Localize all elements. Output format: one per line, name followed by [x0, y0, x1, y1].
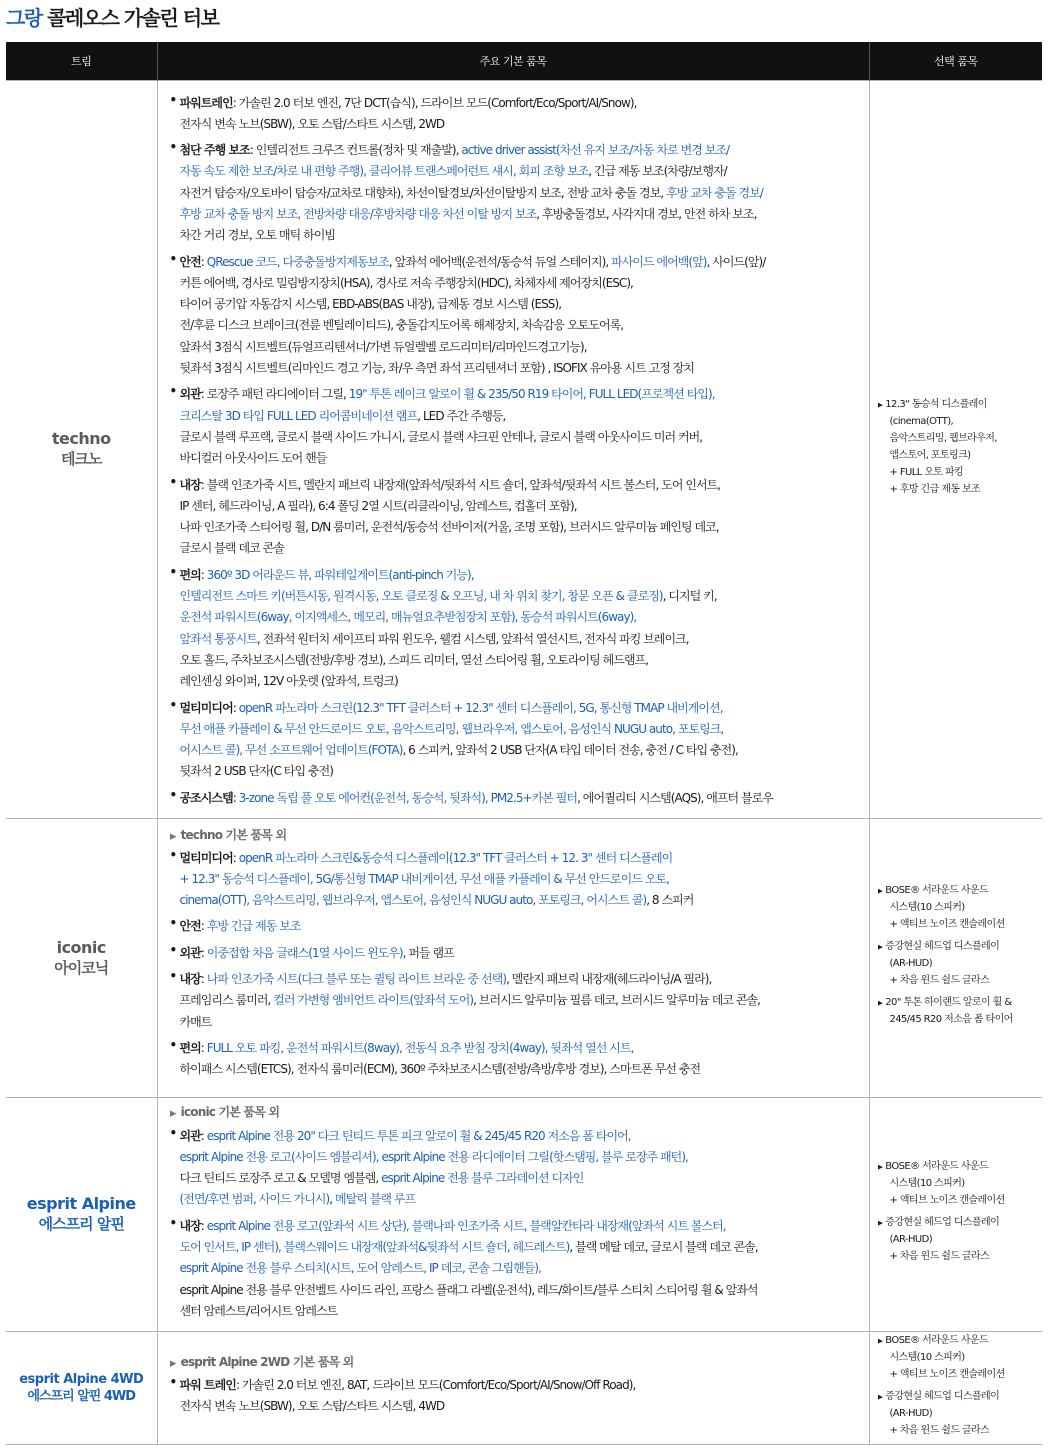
feature-text-highlight: 파사이드 에어백(앞): [611, 254, 707, 269]
feature-text: :: [200, 567, 207, 582]
bullet-icon: •: [169, 697, 177, 712]
feature-text: :: [200, 1040, 207, 1055]
feature-text: : 인텔리전트 크루즈 컨트롤(정차 및 재출발),: [249, 143, 462, 158]
feature-label: 편의: [179, 1040, 201, 1055]
feature-line: [180, 1280, 869, 1301]
feature-text-highlight: 메탈릭 블랙 루프: [334, 1192, 416, 1207]
feature-text: , 에어퀄리티 시스템(AQS), 애프터 블로우: [577, 790, 773, 805]
option-addon: + 액티브 노이즈 캔슬레이션: [889, 1368, 1005, 1380]
feature-line: [180, 788, 869, 809]
feature-label: 파워트레인: [179, 95, 233, 110]
feature-line: [180, 517, 869, 538]
feature-text: 오토 홀드, 주차보조시스템(전방/후방 경보), 스피드 리미터, 열선 스티어링 휠, 오토라이팅 헤드램프,: [179, 652, 649, 667]
option-detail: (AR-HUD): [889, 1407, 933, 1419]
bullet-icon: •: [169, 1374, 177, 1389]
feature-text: 뒷좌석 2 USB 단자(C 타입 충전): [179, 764, 333, 779]
feature-label: 편의: [179, 567, 201, 582]
feature-text: : 가솔린 2.0 터보 엔진, 8AT, 드라이브 모드(Comfort/Eco/Sport/AI/Snow/Off Road),: [235, 1377, 636, 1392]
feature-line: [180, 629, 869, 650]
feature-text-highlight: FULL 오토 파킹, 운전석 파워시트(8way), 전동식 요추 받침 장치(4way), 뒷좌석 열선 시트,: [206, 1040, 634, 1055]
trim-row-techno: [6, 80, 1042, 818]
feature-text: , 6 스피커, 앞좌석 2 USB 단자(A 타입 데이터 전송, 충전 / C 타입 충전),: [402, 743, 738, 758]
option-head-text: 12.3" 동승석 디스플레이: [885, 398, 987, 410]
feature-text-highlight: openR 파노라마 스크린(12.3" TFT 클러스터 + 12.3" 센터 디스플레이, 5G, 통신형 TMAP 내비게이션,: [238, 700, 723, 715]
basic-items-cell: [157, 1097, 869, 1331]
feature-text: 앞좌석 3점식 시트벨트(듀얼프리텐셔너/가변 듀얼렐벨 로드리미터/리마인드경고기능),: [179, 339, 587, 354]
feature-item: [168, 916, 869, 937]
feature-label: 내장: [179, 971, 201, 986]
feature-line: [180, 140, 869, 161]
option-cell: [869, 818, 1042, 1097]
feature-line: [180, 1396, 869, 1417]
feature-line: [180, 969, 869, 990]
feature-label: 멀티미디어: [179, 700, 233, 715]
feature-line: [180, 565, 869, 586]
feature-text-highlight: 자동 속도 제한 보조/차로 내 편향 주행), 클리어뷰 트랜스페어런트 섀시, 회피 조향 보조: [179, 164, 589, 179]
feature-text-highlight: 어시스트 콜), 무선 소프트웨어 업데이트(FOTA): [179, 743, 403, 758]
bullet-icon: •: [169, 1037, 177, 1052]
feature-line: [180, 225, 869, 246]
triangle-right-icon: ▶: [877, 400, 883, 409]
bullet-icon: •: [169, 847, 177, 862]
page-title: [6, 2, 218, 32]
table-header-row: [6, 42, 1042, 80]
feature-text-highlight: 도어 인서트, IP 센터), 블랙스웨이드 내장재(앞좌석&뒷좌석 시트 숄더, 헤드레스트): [179, 1239, 570, 1254]
feature-item: [168, 475, 869, 560]
feature-line: [180, 1038, 869, 1059]
bullet-icon: •: [169, 474, 177, 489]
feature-item: [168, 384, 869, 469]
trim-cell: [6, 1097, 157, 1331]
triangle-right-icon: ▶: [169, 1358, 176, 1369]
feature-text: 카매트: [179, 1014, 212, 1029]
feature-text: :: [232, 700, 239, 715]
feature-text-highlight: esprit Alpine 전용 블루 그라데이션 디자인: [381, 1171, 584, 1186]
feature-text-highlight: 크리스탈 3D 타입 FULL LED 리어콤비네이션 램프: [179, 408, 418, 423]
feature-line: [180, 448, 869, 469]
trim-name-en: techno: [51, 429, 111, 448]
feature-text-highlight: 운전석 파워시트(6way, 이지액세스, 메모리, 매뉴얼요추받침장치 포함), 동승석 파워시트(6way),: [179, 610, 637, 625]
option-head: [878, 994, 1039, 1011]
option-head: [878, 1158, 1039, 1175]
feature-line: [180, 1059, 869, 1080]
feature-text-highlight: 360º 3D 어라운드 뷰, 파워테일게이트(anti-pinch 기능),: [206, 567, 474, 582]
feature-text-highlight: esprit Alpine 전용 20" 다크 틴티드 투톤 피크 알로이 휠 & 245/45 R20 저소음 폼 타이어,: [206, 1128, 631, 1143]
feature-text-highlight: active driver assist(차선 유지 보조/자동 차로 변경 보조/: [461, 143, 730, 158]
trim-cell: [6, 80, 157, 818]
feature-text: 자전거 탑승자/오토바이 탑승자/교차로 대향차), 차선이탈경보/차선이탈방지 보조, 전방 교차 충돌 경보,: [179, 185, 667, 200]
feature-text: , 후방충돌경보, 사각지대 경보, 안전 하차 보조,: [536, 206, 757, 221]
feature-line: [180, 384, 869, 405]
option-head-text: 증강현실 헤드업 디스플레이: [885, 1390, 1000, 1402]
option-head-text: 증강현실 헤드업 디스플레이: [885, 1217, 1000, 1228]
base-reference-text: techno 기본 품목 외: [180, 827, 287, 842]
feature-text: , 디지털 키,: [662, 589, 717, 604]
option-head: [878, 938, 1039, 955]
feature-text: :: [232, 790, 239, 805]
bullet-icon: •: [169, 942, 177, 957]
feature-label: 외관: [179, 1128, 201, 1143]
feature-label: 외관: [179, 387, 201, 402]
feature-line: [180, 990, 869, 1011]
feature-text-highlight: 3-zone 독립 풀 오토 에어컨(운전석, 동승석, 뒷좌석), PM2.5+카본 필터: [238, 790, 578, 805]
option-head: [878, 1388, 1039, 1405]
feature-text: 전자식 변속 노브(SBW), 오토 스탑/스타트 시스템, 2WD: [179, 116, 445, 131]
feature-text: : 가솔린 2.0 터보 엔진, 7단 DCT(습식), 드라이브 모드(Comfort/Eco/Sport/AI/Snow),: [232, 95, 637, 110]
feature-text: :: [200, 971, 207, 986]
triangle-right-icon: ▶: [169, 1108, 176, 1119]
trim-name-ko: 에스프리 알핀 4WD: [27, 1388, 136, 1404]
feature-text: ,: [329, 1192, 335, 1207]
feature-text: 바디컬러 아웃사이드 도어 핸들: [179, 451, 327, 466]
feature-label: 멀티미디어: [179, 850, 233, 865]
bullet-icon: •: [169, 916, 177, 931]
option-head-text: BOSE® 서라운드 사운드: [885, 885, 989, 896]
feature-text-highlight: cinema(OTT), 음악스트리밍, 웹브라우저, 앱스토어, 음성인식 NUGU auto, 포토링크, 어시스트 콜): [179, 893, 647, 908]
feature-text-highlight: 후방 긴급 제동 보조: [206, 919, 301, 934]
feature-line: [180, 496, 869, 517]
bullet-icon: •: [169, 564, 177, 579]
option-head-text: 20" 투톤 하이랜드 알로이 휠 &: [885, 997, 1012, 1008]
feature-label: 공조시스템: [179, 790, 233, 805]
header-basic: 주요 기본 품목: [157, 42, 869, 80]
feature-line: [180, 719, 869, 740]
option-addon: + 차음 윈드 쉴드 글라스: [889, 1424, 990, 1436]
option-group: [878, 1388, 1039, 1439]
feature-text: : 블랙 인조가죽 시트, 멜란지 패브릭 내장재(앞좌석/뒷좌석 시트 숄더, 앞좌석/뒷좌석 시트 볼스터, 도어 인서트,: [200, 477, 721, 492]
feature-text: , 8 스피커: [646, 893, 694, 908]
option-cell: [869, 1331, 1042, 1444]
triangle-right-icon: ▶: [877, 1219, 883, 1227]
feature-text: , 전좌석 원터치 세이프티 파워 윈도우, 웰컴 시스템, 앞좌석 열선시트, 전자식 파킹 브레이크,: [256, 631, 689, 646]
option-group: [878, 882, 1039, 933]
feature-text: 글로시 블랙 루프랙, 글로시 블랙 사이드 가니시, 글로시 블랙 샤크핀 안테나, 글로시 블랙 아웃사이드 미러 커버,: [179, 429, 703, 444]
feature-text: , LED 주간 주행등,: [417, 408, 506, 423]
feature-label: 내장: [179, 1218, 201, 1233]
trim-name-en: esprit Alpine: [26, 1194, 136, 1213]
feature-text-highlight: esprit Alpine 전용 로고(사이드 엠블리셔), esprit Alpine 전용 라디에이터 그릴(핫스탬핑, 블루 로장주 패턴),: [179, 1149, 688, 1164]
feature-line: [180, 294, 869, 315]
header-trim: 트림: [6, 42, 157, 80]
feature-text: IP 센터, 헤드라이닝, A 필라), 6:4 폴딩 2열 시트(리클라이닝, 암레스트, 컵홀더 포함),: [179, 498, 577, 513]
feature-line: [180, 1126, 869, 1147]
feature-text-highlight: 나파 인조가죽 시트(다크 블루 또는 퀼팅 라이트 브라운 중 선택): [206, 971, 507, 986]
option-detail: (AR-HUD): [889, 1234, 933, 1245]
feature-line: [180, 1189, 869, 1210]
bullet-icon: •: [169, 92, 177, 107]
feature-text: , 퍼들 램프: [402, 945, 454, 960]
feature-text: 나파 인조가죽 스티어링 휠, D/N 룸미러, 운전석/동승석 선바이저(거울, 조명 포함), 브러시드 알루미늄 페인팅 데코,: [179, 520, 719, 535]
feature-text: 전/후륜 디스크 브레이크(전륜 벤틸레이티드), 충돌감지도어록 해제장치, 차속감응 오토도어록,: [179, 318, 624, 333]
option-detail: 시스템(10 스피커): [889, 1351, 965, 1363]
option-head-text: 증강현실 헤드업 디스플레이: [885, 941, 1000, 952]
bullet-icon: •: [169, 968, 177, 983]
feature-line: [180, 740, 869, 761]
feature-line: [180, 916, 869, 937]
option-addon: + FULL 오토 파킹: [889, 466, 964, 478]
feature-line: [180, 848, 869, 869]
bullet-icon: •: [169, 384, 177, 399]
option-head-text: BOSE® 서라운드 사운드: [885, 1334, 989, 1346]
feature-line: [180, 93, 869, 114]
feature-text: 타이어 공기압 자동감지 시스템, EBD-ABS(BAS 내장), 급제동 경보 시스템 (ESS),: [179, 297, 562, 312]
feature-line: [180, 586, 869, 607]
feature-item: [168, 1216, 869, 1322]
feature-text: 하이패스 시스템(ETCS), 전자식 룸미러(ECM), 360º 주차보조시스템(전방/측방/후방 경보), 스마트폰 무선 충전: [179, 1062, 701, 1077]
feature-item: [168, 943, 869, 964]
feature-text: , 멜란지 패브릭 내장재(헤드라이닝/A 필라),: [506, 971, 712, 986]
basic-items-cell: [157, 818, 869, 1097]
feature-text-highlight: 후방 교차 충돌 경보/: [666, 185, 763, 200]
feature-text-highlight: 이중접합 차음 글래스(1열 사이드 윈도우): [206, 945, 403, 960]
feature-text: 프레임리스 룸미러,: [179, 993, 274, 1008]
feature-text-highlight: openR 파노라마 스크린&동승석 디스플레이(12.3" TFT 클러스터 + 12. 3" 센터 디스플레이: [238, 850, 673, 865]
feature-line: [180, 1147, 869, 1168]
feature-line: [180, 1168, 869, 1189]
bullet-icon: •: [169, 140, 177, 155]
feature-text: 커튼 에어백, 경사로 밀림방지장치(HSA), 경사로 저속 주행장치(HDC), 차체자세 제어장치(ESC),: [179, 275, 633, 290]
feature-line: [180, 698, 869, 719]
title-highlight: 그랑: [6, 6, 42, 30]
feature-text-highlight: 후방 교차 충돌 방지 보조, 전방차량 대응/후방차량 대응 차선 이탈 방지 보조: [179, 206, 537, 221]
feature-line: [180, 406, 869, 427]
feature-text-highlight: (전면/후면 범퍼, 사이드 가니시): [179, 1192, 330, 1207]
feature-label: 첨단 주행 보조: [179, 143, 250, 158]
feature-text-highlight: + 12.3" 동승석 디스플레이, 5G/통신형 TMAP 내비게이션, 무선 애플 카플레이 & 무선 안드로이드 오토,: [179, 871, 669, 886]
feature-text-highlight: 컬러 가변형 앰비언트 라이트(앞좌석 도어): [273, 993, 474, 1008]
option-group: [878, 1332, 1039, 1383]
feature-text: 전자식 변속 노브(SBW), 오토 스탑/스타트 시스템, 4WD: [179, 1398, 445, 1413]
feature-label: 외관: [179, 945, 201, 960]
feature-line: [180, 475, 869, 496]
feature-line: [180, 161, 869, 182]
feature-item: [168, 698, 869, 783]
feature-text: 다크 틴티드 로장주 로고 & 모델명 엠블렘,: [179, 1171, 382, 1186]
feature-label: 안전: [179, 254, 201, 269]
base-reference-text: esprit Alpine 2WD 기본 품목 외: [180, 1354, 354, 1369]
feature-text: 뒷좌석 3점식 시트벨트(리마인드 경고 기능, 좌/우 측면 좌석 프리텐셔너 포함) , ISOFIX 유아용 시트 고정 장치: [179, 361, 695, 376]
feature-line: [180, 1375, 869, 1396]
feature-line: [180, 1012, 869, 1033]
option-group: [878, 396, 1039, 498]
feature-text-highlight: 19" 투톤 레이크 알로이 휠 & 235/50 R19 타이어, FULL LED(프로젝션 타입),: [348, 387, 715, 402]
bullet-icon: •: [169, 1125, 177, 1140]
trim-name-ko: 테크노: [61, 450, 102, 468]
trim-name-en: iconic: [56, 937, 106, 957]
option-group: [878, 938, 1039, 989]
option-detail: 음악스트리밍, 웹브라우저,: [889, 432, 997, 444]
bullet-icon: •: [169, 1215, 177, 1230]
trim-name-ko: 에스프리 알핀: [38, 1215, 124, 1233]
option-detail: (cinema(OTT),: [889, 415, 954, 427]
trim-row-iconic: [6, 818, 1042, 1097]
basic-items-cell: [157, 80, 869, 818]
option-cell: [869, 80, 1042, 818]
feature-text: :: [200, 1128, 207, 1143]
triangle-right-icon: ▶: [877, 1392, 883, 1401]
feature-item: [168, 565, 869, 693]
base-reference: [170, 827, 869, 843]
option-detail: 시스템(10 스피커): [889, 1178, 965, 1189]
feature-text: :: [200, 945, 207, 960]
feature-line: [180, 1301, 869, 1322]
feature-text: 센터 암레스트/리어시트 암레스트: [179, 1303, 338, 1318]
feature-line: [180, 607, 869, 628]
feature-label: 내장: [179, 477, 201, 492]
feature-item: [168, 140, 869, 246]
feature-line: [180, 337, 869, 358]
option-addon: + 후방 긴급 제동 보조: [889, 483, 981, 495]
triangle-right-icon: ▶: [877, 999, 883, 1007]
feature-item: [168, 1126, 869, 1211]
spec-table: [6, 42, 1042, 1445]
feature-line: [180, 358, 869, 379]
feature-line: [180, 1216, 869, 1237]
triangle-right-icon: ▶: [877, 943, 883, 951]
feature-text-highlight: 앞좌석 통풍시트: [179, 631, 257, 646]
feature-item: [168, 252, 869, 380]
triangle-right-icon: ▶: [877, 887, 883, 895]
option-group: [878, 1214, 1039, 1265]
feature-item: [168, 969, 869, 1033]
option-cell: [869, 1097, 1042, 1331]
feature-item: [168, 93, 869, 136]
feature-text-highlight: esprit Alpine 전용 블루 스티치(시트, 도어 암레스트, IP 데코, 콘솔 그립핸들),: [179, 1261, 542, 1276]
feature-item: [168, 848, 869, 912]
feature-item: [168, 1375, 869, 1418]
trim-name-en: esprit Alpine 4WD: [19, 1371, 144, 1387]
option-addon: + 액티브 노이즈 캔슬레이션: [889, 919, 1005, 930]
feature-text: :: [232, 850, 239, 865]
feature-line: [180, 183, 869, 204]
feature-text: , 브러시드 알루미늄 필름 데코, 브러시드 알루미늄 데코 콘솔,: [473, 993, 760, 1008]
base-reference-text: iconic 기본 품목 외: [180, 1104, 280, 1119]
trim-name-ko: 아이코닉: [54, 958, 109, 977]
feature-text: , 블랙 메탈 데코, 글로시 블랙 데코 콘솔,: [569, 1239, 758, 1254]
feature-text-highlight: esprit Alpine 전용 로고(앞좌석 시트 상단), 블랙나파 인조가죽 시트, 블랙알칸타라 내장재(앞좌석 시트 볼스터,: [206, 1218, 726, 1233]
header-option: 선택 품목: [869, 42, 1042, 80]
title-rest: 콜레오스 가솔린 터보: [47, 6, 219, 30]
option-group: [878, 1158, 1039, 1209]
base-reference: [170, 1354, 869, 1370]
feature-text: 레인센싱 와이퍼, 12V 아웃렛 (앞좌석, 트렁크): [179, 674, 398, 689]
feature-text: 글로시 블랙 데코 콘솔: [179, 541, 284, 556]
option-head: [878, 1214, 1039, 1231]
feature-line: [180, 650, 869, 671]
feature-line: [180, 1237, 869, 1258]
option-detail: 245/45 R20 저소음 폼 타이어: [889, 1014, 1013, 1025]
feature-line: [180, 204, 869, 225]
option-addon: + 액티브 노이즈 캔슬레이션: [889, 1195, 1005, 1206]
trim-row-esprit-alpine-4wd: [6, 1331, 1042, 1444]
feature-text: esprit Alpine 전용 블루 안전벨트 사이드 라인, 프랑스 플래그 라벨(운전석), 레드/화이트/블루 스티치 스티어링 휠 & 앞좌석: [179, 1282, 758, 1297]
feature-line: [180, 1258, 869, 1279]
feature-text: :: [200, 1218, 207, 1233]
feature-item: [168, 1038, 869, 1081]
option-group: [878, 994, 1039, 1028]
trim-cell: [6, 1331, 157, 1444]
triangle-right-icon: ▶: [169, 831, 176, 842]
option-addon: + 차음 윈드 쉴드 글라스: [889, 975, 990, 986]
feature-label: 안전: [179, 919, 201, 934]
feature-text: :: [200, 254, 207, 269]
bullet-icon: •: [169, 787, 177, 802]
option-addon: + 차음 윈드 쉴드 글라스: [889, 1251, 990, 1262]
trim-cell: [6, 818, 157, 1097]
feature-line: [180, 427, 869, 448]
feature-text: , 긴급 제동 보조(차량/보행자/: [588, 164, 727, 179]
option-head: [878, 1332, 1039, 1349]
feature-text: 차간 거리 경보, 오토 매틱 하이빔: [179, 228, 336, 243]
base-reference: [170, 1104, 869, 1120]
feature-text-highlight: QRescue 코드, 다중충돌방지제동보조: [206, 254, 389, 269]
bullet-icon: •: [169, 251, 177, 266]
option-head-text: BOSE® 서라운드 사운드: [885, 1161, 989, 1172]
feature-text-highlight: 인텔리전트 스마트 키(버튼시동, 원격시동, 오토 클로징 & 오프닝, 내 차 위치 찾기, 창문 오픈 & 클로징): [179, 589, 663, 604]
feature-line: [180, 671, 869, 692]
feature-line: [180, 943, 869, 964]
feature-text-highlight: 무선 애플 카플레이 & 무선 안드로이드 오토, 음악스트리밍, 웹브라우저, 앱스토어, 음성인식 NUGU auto, 포토링크,: [179, 721, 724, 736]
feature-text: , 앞좌석 에어백(운전석/동승석 듀얼 스테이지),: [388, 254, 612, 269]
option-head: [878, 396, 1039, 413]
option-detail: 시스템(10 스피커): [889, 902, 965, 913]
option-detail: (AR-HUD): [889, 958, 933, 969]
feature-line: [180, 315, 869, 336]
option-detail: 앱스토어, 포토링크): [889, 449, 971, 461]
feature-line: [180, 761, 869, 782]
feature-text: , 사이드(앞)/: [706, 254, 766, 269]
feature-line: [180, 114, 869, 135]
trim-row-esprit-alpine: [6, 1097, 1042, 1331]
feature-line: [180, 273, 869, 294]
feature-line: [180, 252, 869, 273]
feature-label: 파워 트레인: [179, 1377, 236, 1392]
basic-items-cell: [157, 1331, 869, 1444]
option-head: [878, 882, 1039, 899]
feature-text: :: [200, 919, 207, 934]
feature-item: [168, 788, 869, 809]
triangle-right-icon: ▶: [877, 1163, 883, 1171]
feature-line: [180, 890, 869, 911]
feature-text: : 로장주 패턴 라디에이터 그릴,: [200, 387, 349, 402]
feature-line: [180, 538, 869, 559]
triangle-right-icon: ▶: [877, 1336, 883, 1345]
feature-line: [180, 869, 869, 890]
